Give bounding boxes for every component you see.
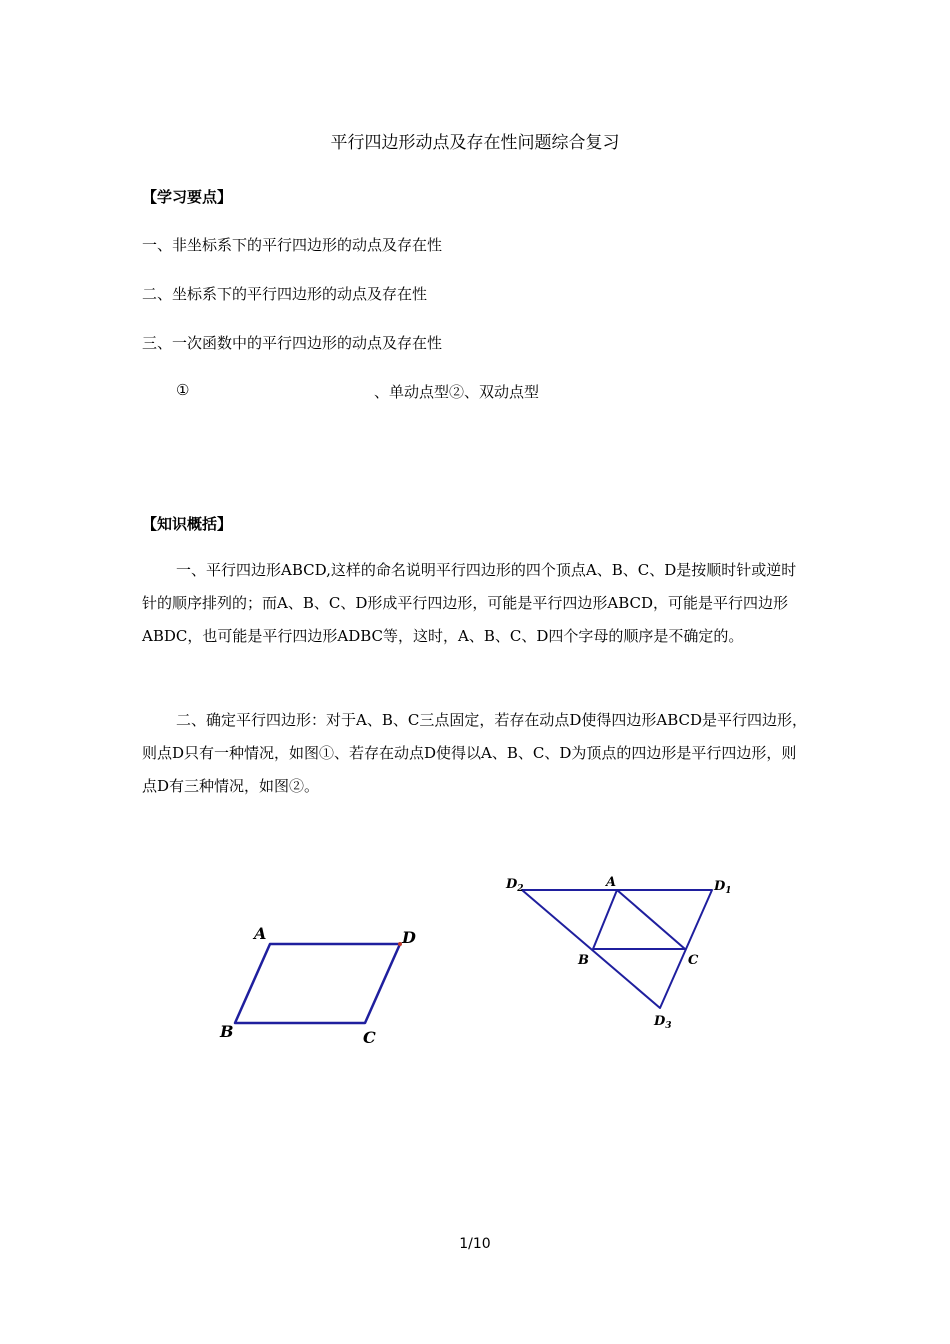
label-d1: $D_1$ [714, 879, 732, 896]
label-d: D [402, 928, 416, 947]
label-c: C [688, 953, 699, 968]
figure-parallelogram-abcd [210, 915, 430, 1055]
label-b: B [220, 1022, 234, 1041]
paragraph-1: 一、平行四边形ABCD,这样的命名说明平行四边形的四个顶点A、B、C、D是按顺时针或逆时针的顺序排列的；而A、B、C、D形成平行四边形，可能是平行四边形ABCD，可能是平行四边形ABDC，也可能是平行四边形ADBC等，这时，A、B、C、D四个字母的顺序是不确定的。 [142, 561, 797, 645]
label-a: A [254, 924, 267, 943]
paragraph-2: 二、确定平行四边形：对于A、B、C三点固定，若存在动点D使得四边形ABCD是平行四边形，则点D只有一种情况，如图①、若存在动点D使得以A、B、C、D为顶点的四边形是平行四边形，则点D有三种情况，如图②。 [142, 711, 807, 795]
key-point-2: 二、坐标系下的平行四边形的动点及存在性 [142, 285, 428, 303]
label-b: B [578, 953, 589, 968]
page-title: 平行四边形动点及存在性问题综合复习 [330, 133, 620, 153]
label-d3: $D_3$ [654, 1014, 672, 1031]
key-point-1: 一、非坐标系下的平行四边形的动点及存在性 [142, 236, 443, 254]
label-d2: $D_2$ [506, 877, 524, 894]
section-heading-key-points: 【学习要点】 [142, 188, 233, 206]
figure-three-d-positions [500, 868, 750, 1038]
page-number: 1/10 [459, 1236, 491, 1252]
label-c: C [363, 1028, 376, 1047]
label-a: A [606, 875, 617, 890]
key-point-3: 三、一次函数中的平行四边形的动点及存在性 [142, 334, 443, 352]
sub-item-marker: ① [176, 381, 190, 399]
section-heading-knowledge: 【知识概括】 [142, 515, 233, 533]
inner-triangle-abc [593, 890, 685, 949]
sub-item-types: 、单动点型②、双动点型 [374, 383, 540, 401]
